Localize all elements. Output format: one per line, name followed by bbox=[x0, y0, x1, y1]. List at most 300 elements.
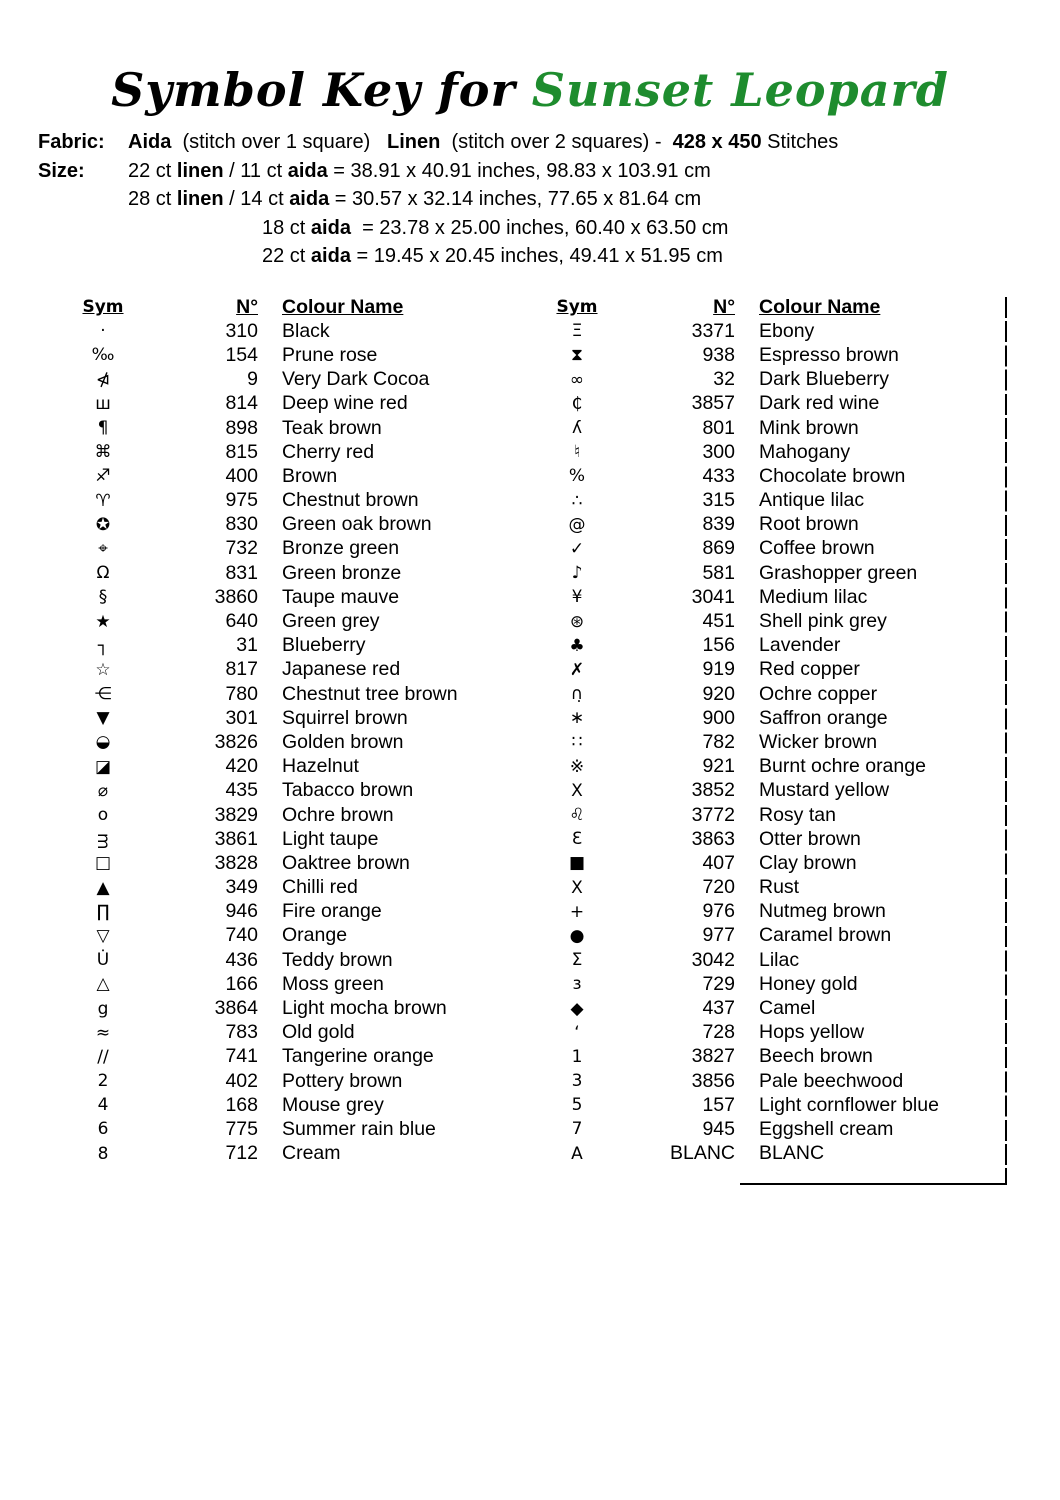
number-cell: 3856 bbox=[691, 1069, 735, 1092]
number-cell: 400 bbox=[225, 464, 258, 487]
key-row bbox=[540, 392, 1007, 416]
key-header-left bbox=[64, 295, 520, 319]
number-cell: 451 bbox=[702, 610, 735, 633]
symbol-cell: 8 bbox=[97, 1143, 109, 1164]
number-cell: 839 bbox=[702, 513, 735, 536]
number-cell: 3860 bbox=[214, 585, 258, 608]
key-row bbox=[540, 876, 1007, 900]
key-row bbox=[540, 924, 1007, 948]
key-row bbox=[64, 755, 520, 779]
key-row bbox=[64, 706, 520, 730]
key-row bbox=[540, 1142, 1007, 1166]
number-cell: 349 bbox=[225, 876, 258, 899]
key-row bbox=[64, 319, 520, 343]
symbol-cell: ✗ bbox=[569, 659, 585, 680]
colour-name-cell: Light mocha brown bbox=[282, 997, 447, 1020]
colour-name-cell: Honey gold bbox=[759, 972, 858, 995]
symbol-cell: o bbox=[97, 805, 109, 826]
colour-name-cell: Saffron orange bbox=[759, 706, 888, 729]
key-row bbox=[64, 1117, 520, 1141]
number-cell: 977 bbox=[702, 924, 735, 947]
colour-name-cell: Eggshell cream bbox=[759, 1117, 894, 1140]
key-row bbox=[64, 851, 520, 875]
number-cell: 728 bbox=[702, 1021, 735, 1044]
symbol-cell: ✪ bbox=[95, 514, 111, 535]
key-row bbox=[540, 634, 1007, 658]
column-header-colour-name: Colour Name bbox=[759, 295, 881, 318]
colour-name-cell: Brown bbox=[282, 464, 338, 487]
number-cell: 3772 bbox=[691, 803, 735, 826]
colour-name-cell: Lavender bbox=[759, 634, 841, 657]
number-cell: 581 bbox=[702, 561, 735, 584]
symbol-cell: ∏ bbox=[96, 901, 110, 922]
table-bottom-border bbox=[740, 1183, 1007, 1185]
number-cell: 938 bbox=[702, 343, 735, 366]
key-row bbox=[540, 851, 1007, 875]
info-text: 22 ct aida = 19.45 x 20.45 inches, 49.41 x 51.95 cm bbox=[262, 245, 723, 267]
key-row bbox=[64, 682, 520, 706]
key-row bbox=[64, 876, 520, 900]
key-row bbox=[64, 585, 520, 609]
symbol-cell: ʎ bbox=[571, 418, 583, 439]
key-row bbox=[64, 827, 520, 851]
key-row bbox=[64, 561, 520, 585]
symbol-cell: ♈ bbox=[95, 490, 111, 511]
symbol-cell: ♮ bbox=[573, 442, 581, 463]
colour-name-cell: Mouse grey bbox=[282, 1093, 384, 1116]
symbol-cell: ∕∕ bbox=[97, 1046, 109, 1067]
number-cell: 157 bbox=[702, 1093, 735, 1116]
symbol-cell: ♪ bbox=[571, 563, 583, 584]
number-cell: 831 bbox=[225, 561, 258, 584]
title-prefix: Symbol Key for bbox=[111, 63, 516, 117]
symbol-cell: ☆ bbox=[95, 659, 111, 680]
number-cell: 3861 bbox=[214, 827, 258, 850]
column-header-colour-name: Colour Name bbox=[282, 295, 404, 318]
colour-name-cell: Nutmeg brown bbox=[759, 900, 886, 923]
colour-name-cell: Root brown bbox=[759, 513, 859, 536]
colour-name-cell: Cherry red bbox=[282, 440, 375, 463]
symbol-cell: X bbox=[571, 780, 583, 801]
key-row bbox=[64, 924, 520, 948]
colour-name-cell: Chocolate brown bbox=[759, 464, 906, 487]
colour-name-cell: Clay brown bbox=[759, 851, 857, 874]
key-row bbox=[540, 996, 1007, 1020]
symbol-cell: ※ bbox=[569, 756, 585, 777]
key-row bbox=[64, 1069, 520, 1093]
number-cell: 720 bbox=[702, 876, 735, 899]
colour-name-cell: Squirrel brown bbox=[282, 706, 408, 729]
key-row bbox=[64, 996, 520, 1020]
colour-name-cell: Deep wine red bbox=[282, 392, 408, 415]
colour-name-cell: Chestnut tree brown bbox=[282, 682, 458, 705]
key-row bbox=[64, 489, 520, 513]
key-row bbox=[64, 513, 520, 537]
colour-name-cell: Old gold bbox=[282, 1021, 355, 1044]
symbol-cell: 5 bbox=[571, 1095, 583, 1116]
colour-name-cell: Mustard yellow bbox=[759, 779, 890, 802]
key-row bbox=[64, 609, 520, 633]
info-row bbox=[38, 214, 1028, 243]
symbol-cell: ¥ bbox=[571, 587, 583, 608]
key-row bbox=[540, 489, 1007, 513]
key-row bbox=[540, 368, 1007, 392]
column-header-sym: Sym bbox=[556, 297, 598, 318]
number-cell: 402 bbox=[225, 1069, 258, 1092]
colour-name-cell: Caramel brown bbox=[759, 924, 892, 947]
info-row bbox=[38, 185, 1028, 214]
colour-name-cell: Ebony bbox=[759, 319, 815, 342]
number-cell: 830 bbox=[225, 513, 258, 536]
number-cell: 310 bbox=[225, 319, 258, 342]
key-row bbox=[540, 948, 1007, 972]
key-row bbox=[540, 464, 1007, 488]
colour-name-cell: Japanese red bbox=[282, 658, 401, 681]
symbol-cell: ɜ bbox=[572, 974, 582, 995]
key-row bbox=[540, 585, 1007, 609]
colour-name-cell: Lilac bbox=[759, 948, 800, 971]
info-label: Fabric: bbox=[38, 131, 105, 153]
symbol-cell: Ɛ bbox=[571, 829, 583, 850]
number-cell: 301 bbox=[225, 706, 258, 729]
fabric-size-info bbox=[38, 128, 1028, 271]
symbol-cell: 3 bbox=[571, 1071, 583, 1092]
symbol-cell: ✓ bbox=[569, 538, 585, 559]
colour-name-cell: Otter brown bbox=[759, 827, 861, 850]
colour-name-cell: Pale beechwood bbox=[759, 1069, 904, 1092]
symbol-cell: ⌀ bbox=[97, 780, 109, 801]
symbol-cell: ★ bbox=[95, 611, 111, 632]
colour-name-cell: Grashopper green bbox=[759, 561, 918, 584]
number-cell: 3827 bbox=[691, 1045, 735, 1068]
key-row bbox=[540, 682, 1007, 706]
colour-name-cell: Espresso brown bbox=[759, 343, 899, 366]
column-header-sym: Sym bbox=[82, 297, 124, 318]
number-cell: 801 bbox=[702, 416, 735, 439]
number-cell: 869 bbox=[702, 537, 735, 560]
colour-name-cell: Dark Blueberry bbox=[759, 368, 890, 391]
number-cell: 156 bbox=[702, 634, 735, 657]
symbol-cell: 7 bbox=[571, 1119, 583, 1140]
key-row bbox=[540, 561, 1007, 585]
colour-name-cell: Ochre copper bbox=[759, 682, 878, 705]
colour-name-cell: Chilli red bbox=[282, 876, 358, 899]
key-row bbox=[540, 827, 1007, 851]
symbol-cell: A bbox=[571, 1143, 583, 1164]
key-row bbox=[64, 537, 520, 561]
number-cell: 3852 bbox=[691, 779, 735, 802]
number-cell: 946 bbox=[225, 900, 258, 923]
symbol-cell: Ξ bbox=[571, 321, 583, 342]
key-row bbox=[540, 730, 1007, 754]
symbol-cell: ‘ bbox=[574, 1022, 580, 1043]
number-cell: 3041 bbox=[691, 585, 735, 608]
key-column-left bbox=[64, 295, 520, 1166]
number-cell: 3371 bbox=[691, 319, 735, 342]
key-row bbox=[64, 464, 520, 488]
symbol-cell: ᴟ bbox=[97, 829, 109, 850]
number-cell: 783 bbox=[225, 1021, 258, 1044]
number-cell: 168 bbox=[225, 1093, 258, 1116]
number-cell: 31 bbox=[236, 634, 258, 657]
symbol-cell: ¶ bbox=[97, 418, 109, 439]
number-cell: 32 bbox=[713, 368, 735, 391]
symbol-cell: △ bbox=[96, 974, 110, 995]
number-cell: 919 bbox=[702, 658, 735, 681]
number-cell: 729 bbox=[702, 972, 735, 995]
symbol-cell: ⧗ bbox=[571, 345, 583, 366]
info-text: 22 ct linen / 11 ct aida = 38.91 x 40.91 inches, 98.83 x 103.91 cm bbox=[128, 159, 711, 182]
number-cell: 741 bbox=[225, 1045, 258, 1068]
info-text: Aida (stitch over 1 square) Linen (stitch over 2 squares) - 428 x 450 Stitches bbox=[128, 131, 839, 153]
key-row bbox=[540, 513, 1007, 537]
colour-name-cell: Oaktree brown bbox=[282, 851, 410, 874]
info-label bbox=[38, 214, 128, 243]
number-cell: 975 bbox=[225, 489, 258, 512]
colour-name-cell: Camel bbox=[759, 997, 816, 1020]
number-cell: BLANC bbox=[669, 1142, 735, 1165]
info-row bbox=[38, 157, 1028, 186]
colour-name-cell: Ochre brown bbox=[282, 803, 394, 826]
key-row bbox=[540, 706, 1007, 730]
symbol-cell: ◆ bbox=[570, 998, 584, 1019]
colour-name-cell: Dark red wine bbox=[759, 392, 880, 415]
symbol-cell: □ bbox=[94, 853, 112, 874]
colour-name-cell: Mink brown bbox=[759, 416, 859, 439]
symbol-cell: % bbox=[568, 466, 586, 487]
number-cell: 817 bbox=[225, 658, 258, 681]
key-row bbox=[540, 755, 1007, 779]
key-row bbox=[64, 343, 520, 367]
symbol-cell: 2 bbox=[97, 1071, 109, 1092]
colour-name-cell: Medium lilac bbox=[759, 585, 868, 608]
key-row bbox=[540, 537, 1007, 561]
symbol-cell: ∴ bbox=[571, 490, 583, 511]
number-cell: 3042 bbox=[691, 948, 735, 971]
number-cell: 921 bbox=[702, 755, 735, 778]
key-row bbox=[64, 1142, 520, 1166]
info-row bbox=[38, 242, 1028, 271]
number-cell: 815 bbox=[225, 440, 258, 463]
key-row bbox=[540, 779, 1007, 803]
key-row bbox=[64, 440, 520, 464]
key-row bbox=[540, 1069, 1007, 1093]
colour-name-cell: Tangerine orange bbox=[282, 1045, 434, 1068]
colour-name-cell: Mahogany bbox=[759, 440, 851, 463]
key-row bbox=[540, 343, 1007, 367]
key-row bbox=[540, 658, 1007, 682]
symbol-cell: Σ bbox=[571, 950, 583, 971]
page-title bbox=[0, 64, 1060, 116]
colour-name-cell: Fire orange bbox=[282, 900, 382, 923]
colour-name-cell: Summer rain blue bbox=[282, 1117, 436, 1140]
symbol-cell: ‰ bbox=[91, 345, 115, 366]
symbol-cell: + bbox=[569, 901, 585, 922]
symbol-cell: 6 bbox=[97, 1119, 109, 1140]
colour-name-cell: Light cornflower blue bbox=[759, 1093, 939, 1116]
colour-name-cell: Green oak brown bbox=[282, 513, 432, 536]
colour-name-cell: Prune rose bbox=[282, 343, 378, 366]
symbol-cell: ▼ bbox=[96, 708, 110, 729]
number-cell: 437 bbox=[702, 997, 735, 1020]
number-cell: 814 bbox=[225, 392, 258, 415]
number-cell: 3864 bbox=[214, 997, 258, 1020]
key-rows-left bbox=[64, 319, 520, 1166]
key-row bbox=[540, 972, 1007, 996]
number-cell: 9 bbox=[247, 368, 258, 391]
title-pattern-name: Sunset Leopard bbox=[531, 63, 949, 117]
number-cell: 640 bbox=[225, 610, 258, 633]
key-row bbox=[64, 392, 520, 416]
colour-name-cell: Beech brown bbox=[759, 1045, 873, 1068]
symbol-cell: ┐ bbox=[97, 635, 109, 656]
number-cell: 407 bbox=[702, 851, 735, 874]
key-row bbox=[64, 658, 520, 682]
info-label: Size: bbox=[38, 159, 85, 182]
number-cell: 3826 bbox=[214, 730, 258, 753]
number-cell: 300 bbox=[702, 440, 735, 463]
symbol-cell: ◪ bbox=[94, 756, 112, 777]
symbol-cell: ∗ bbox=[569, 708, 585, 729]
colour-name-cell: Teak brown bbox=[282, 416, 382, 439]
symbol-cell: ∷ bbox=[571, 732, 583, 753]
symbol-cell: ш bbox=[95, 393, 111, 414]
colour-name-cell: Antique lilac bbox=[759, 489, 865, 512]
symbol-cell: ■ bbox=[568, 853, 586, 874]
colour-name-cell: Light taupe bbox=[282, 827, 379, 850]
key-row bbox=[64, 972, 520, 996]
symbol-cell: ⊛ bbox=[569, 611, 585, 632]
column-header-number: N° bbox=[713, 295, 735, 318]
number-cell: 920 bbox=[702, 682, 735, 705]
number-cell: 435 bbox=[225, 779, 258, 802]
symbol-cell: ♣ bbox=[569, 635, 585, 656]
key-row bbox=[64, 634, 520, 658]
number-cell: 3828 bbox=[214, 851, 258, 874]
symbol-cell: U̇ bbox=[96, 950, 110, 971]
key-row bbox=[540, 609, 1007, 633]
symbol-cell: ₵ bbox=[571, 393, 583, 414]
symbol-cell: ≈ bbox=[95, 1022, 111, 1043]
number-cell: 775 bbox=[225, 1117, 258, 1140]
key-row bbox=[64, 779, 520, 803]
colour-name-cell: Coffee brown bbox=[759, 537, 875, 560]
colour-name-cell: Blueberry bbox=[282, 634, 366, 657]
key-row bbox=[64, 368, 520, 392]
symbol-cell: ◒ bbox=[95, 732, 111, 753]
symbol-cell: Ω bbox=[96, 563, 110, 584]
key-row bbox=[540, 1021, 1007, 1045]
number-cell: 900 bbox=[702, 706, 735, 729]
colour-name-cell: Very Dark Cocoa bbox=[282, 368, 430, 391]
colour-name-cell: Green bronze bbox=[282, 561, 402, 584]
colour-name-cell: Taupe mauve bbox=[282, 585, 400, 608]
number-cell: 3829 bbox=[214, 803, 258, 826]
symbol-key-table bbox=[64, 295, 1007, 1190]
key-row bbox=[64, 416, 520, 440]
symbol-cell: ▽ bbox=[96, 925, 110, 946]
number-cell: 976 bbox=[702, 900, 735, 923]
number-cell: 740 bbox=[225, 924, 258, 947]
key-header-right bbox=[540, 295, 1007, 319]
colour-name-cell: Cream bbox=[282, 1142, 341, 1165]
number-cell: 166 bbox=[225, 972, 258, 995]
key-row bbox=[64, 1021, 520, 1045]
key-row bbox=[540, 900, 1007, 924]
number-cell: 420 bbox=[225, 755, 258, 778]
colour-name-cell: Hazelnut bbox=[282, 755, 359, 778]
symbol-cell: § bbox=[98, 587, 108, 608]
info-row bbox=[38, 128, 1028, 157]
colour-name-cell: Pottery brown bbox=[282, 1069, 403, 1092]
colour-name-cell: Moss green bbox=[282, 972, 384, 995]
key-columns bbox=[64, 295, 1007, 1166]
key-row bbox=[64, 803, 520, 827]
key-row bbox=[64, 1045, 520, 1069]
colour-name-cell: Hops yellow bbox=[759, 1021, 865, 1044]
symbol-cell: ▲ bbox=[96, 877, 110, 898]
number-cell: 712 bbox=[225, 1142, 258, 1165]
key-row bbox=[540, 1093, 1007, 1117]
symbol-cell: 4 bbox=[97, 1095, 109, 1116]
key-rows-right bbox=[540, 319, 1007, 1166]
number-cell: 782 bbox=[702, 730, 735, 753]
key-row bbox=[64, 948, 520, 972]
symbol-cell: 1 bbox=[571, 1046, 583, 1067]
colour-name-cell: Burnt ochre orange bbox=[759, 755, 926, 778]
info-text: 18 ct aida = 23.78 x 25.00 inches, 60.40 x 63.50 cm bbox=[262, 216, 729, 239]
key-row bbox=[540, 440, 1007, 464]
number-cell: 433 bbox=[702, 464, 735, 487]
symbol-cell: ∞ bbox=[569, 369, 585, 390]
number-cell: 436 bbox=[225, 948, 258, 971]
column-header-number: N° bbox=[236, 295, 258, 318]
symbol-cell: ♌ bbox=[569, 805, 585, 826]
info-label bbox=[38, 242, 128, 271]
symbol-cell: · bbox=[100, 321, 106, 342]
info-label bbox=[38, 185, 128, 214]
colour-name-cell: Chestnut brown bbox=[282, 489, 419, 512]
number-cell: 898 bbox=[225, 416, 258, 439]
colour-name-cell: Red copper bbox=[759, 658, 860, 681]
key-row bbox=[540, 416, 1007, 440]
info-text: 28 ct linen / 14 ct aida = 30.57 x 32.14 inches, 77.65 x 81.64 cm bbox=[128, 188, 702, 210]
colour-name-cell: Black bbox=[282, 319, 330, 342]
colour-name-cell: Rust bbox=[759, 876, 800, 899]
key-row bbox=[64, 1093, 520, 1117]
symbol-cell: Ⅹ bbox=[571, 877, 583, 898]
colour-name-cell: Wicker brown bbox=[759, 730, 878, 753]
key-row bbox=[64, 900, 520, 924]
number-cell: 945 bbox=[702, 1117, 735, 1140]
colour-name-cell: Orange bbox=[282, 924, 348, 947]
colour-name-cell: Tabacco brown bbox=[282, 779, 414, 802]
number-cell: 3863 bbox=[691, 827, 735, 850]
key-column-right bbox=[540, 295, 1007, 1166]
symbol-cell: ⌘ bbox=[94, 442, 112, 463]
symbol-cell: @ bbox=[568, 514, 586, 535]
key-row bbox=[540, 1117, 1007, 1141]
number-cell: 732 bbox=[225, 537, 258, 560]
symbol-cell: ● bbox=[569, 925, 585, 946]
colour-name-cell: Teddy brown bbox=[282, 948, 393, 971]
key-row bbox=[540, 803, 1007, 827]
colour-name-cell: Bronze green bbox=[282, 537, 400, 560]
colour-name-cell: Shell pink grey bbox=[759, 610, 887, 633]
symbol-cell: ⋲ bbox=[94, 684, 112, 705]
colour-name-cell: Rosy tan bbox=[759, 803, 836, 826]
colour-name-cell: Green grey bbox=[282, 610, 380, 633]
